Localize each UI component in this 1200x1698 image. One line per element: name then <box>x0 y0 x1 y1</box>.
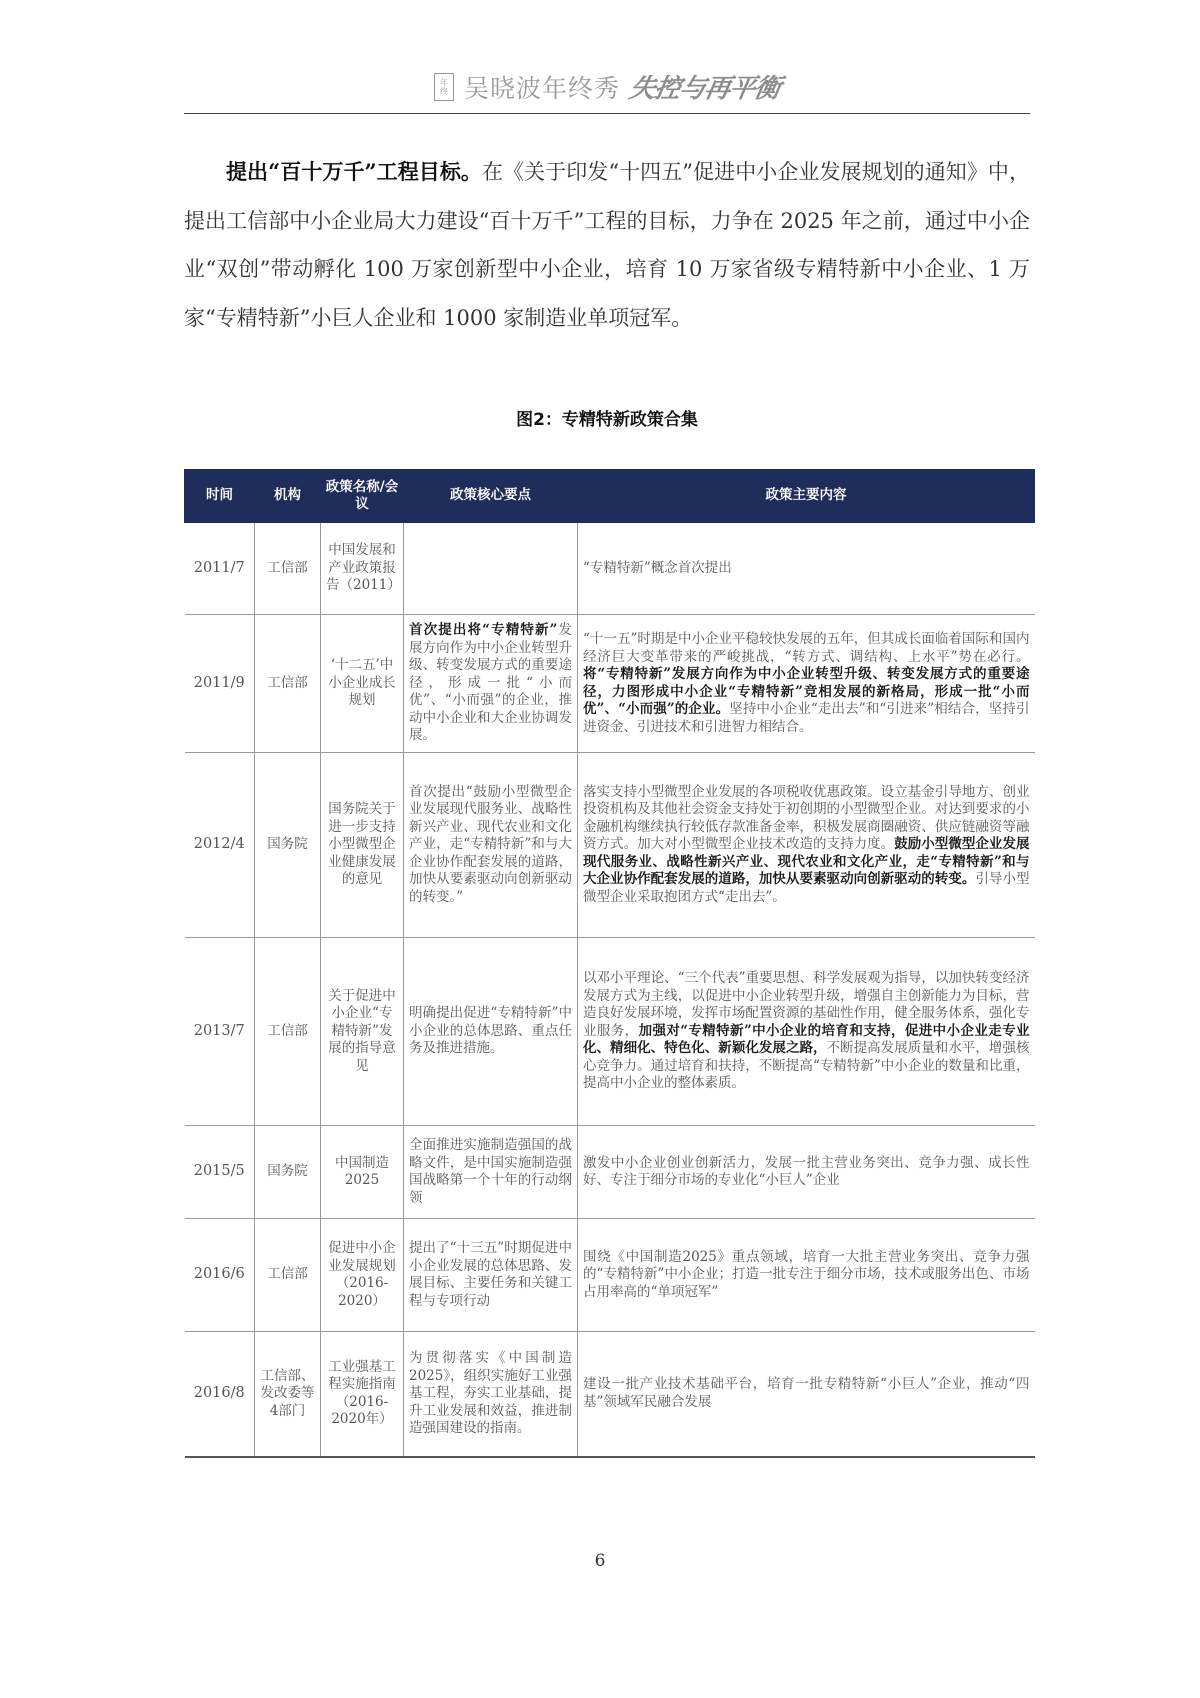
cell-main-content <box>578 938 1035 1126</box>
cell-policy-name <box>321 1219 404 1332</box>
time-text: 2013/7 <box>193 1022 245 1039</box>
cell-core-points <box>404 938 578 1126</box>
org-text: 国务院 <box>267 1163 308 1180</box>
time-text: 2011/7 <box>193 559 245 576</box>
table-row <box>185 938 1035 1126</box>
cell-time <box>185 523 255 615</box>
cell-main-content <box>578 615 1035 753</box>
main-text: 以邓小平理论、“三个代表”重要思想、科学发展观为指导，以加快转变经济发展方式为主线，以促进中小企业转型升级，增强自主创新能力为目标，营造良好发展环境，发挥市场配置资源的基础性作用，健全服务体系，强化专业服务， <box>583 970 1030 1039</box>
column-header-policy-name: 政策名称/会议 <box>321 470 404 523</box>
policy-table <box>184 469 1035 1458</box>
cell-org <box>255 523 321 615</box>
org-text: 工信部、发改委等4部门 <box>260 1367 315 1419</box>
core-text: 提出了“十三五”时期促进中小企业发展的总体思路、发展目标、主要任务和关键工程与专项行动 <box>409 1240 572 1309</box>
core-bold-text: 首次提出将“专精特新” <box>409 622 558 639</box>
main-post-text: 不断提高发展质量和水平，增强核心竞争力。通过培育和扶持，不断提高“专精特新”中小企业的数量和比重，提高中小企业的整体素质。 <box>583 1040 1030 1092</box>
policy-name-text: 工业强基工程实施指南（2016-2020年） <box>328 1358 396 1428</box>
cell-main-content <box>578 1219 1035 1332</box>
cell-org <box>255 615 321 753</box>
paragraph-text: 在《关于印发“十四五”促进中小企业发展规划的通知》中，提出工信部中小企业局大力建设“百十万千”工程的目标，力争在 2025 年之前，通过中小企业“双创”带动孵化 100 万家创新型中小企业，培育 10 万家省级专精特新中小企业、1 万家“专精特新”小巨人企业和 1000 家制造业单项冠军。 <box>184 160 1030 330</box>
core-text: 全面推进实施制造强国的战略文件，是中国实施制造强国战略第一个十年的行动纲领 <box>409 1137 572 1206</box>
main-text: “十一五”时期是中小企业平稳较快发展的五年，但其成长面临着国际和国内经济巨大变革带来的严峻挑战，“转方式、调结构、上水平”势在必行。 <box>583 631 1030 665</box>
cell-core-points <box>404 1332 578 1457</box>
cell-core-points <box>404 615 578 753</box>
cell-main-content <box>578 523 1035 615</box>
org-text: 工信部 <box>267 1022 308 1039</box>
logo-icon: 年 终 <box>434 73 454 101</box>
time-text: 2015/5 <box>193 1163 245 1180</box>
cell-policy-name <box>321 1126 404 1219</box>
main-post-text: 引导小型微型企业采取抱团方式“走出去”。 <box>583 871 1030 905</box>
cell-time <box>185 615 255 753</box>
cell-time <box>185 753 255 938</box>
main-text: 激发中小企业创业创新活力，发展一批主营业务突出、竞争力强、成长性好、专注于细分市场的专业化“小巨人”企业 <box>583 1154 1030 1188</box>
cell-policy-name <box>321 1332 404 1457</box>
org-text: 工信部 <box>267 674 308 691</box>
column-header-org: 机构 <box>255 470 321 523</box>
cell-core-points <box>404 523 578 615</box>
core-text: 发展方向作为中小企业转型升级、转变发展方式的重要途径，形成一批“小而优”、“小而强”的企业，推动中小企业和大企业协调发展。 <box>409 622 573 744</box>
cell-time <box>185 1332 255 1457</box>
cell-time <box>185 938 255 1126</box>
time-text: 2012/4 <box>193 836 245 853</box>
table-row <box>185 1219 1035 1332</box>
time-text: 2016/8 <box>193 1385 245 1401</box>
page-number: 6 <box>594 1551 606 1571</box>
figure-title: 图2：专精特新政策合集 <box>516 410 698 430</box>
policy-name-text: 关于促进中小企业“专精特新”发展的指导意见 <box>328 987 396 1074</box>
main-bold-text: 鼓励小型微型企业发展现代服务业、战略性新兴产业、现代农业和文化产业，走“专精特新”和与大企业协作配套发展的道路，加快从要素驱动向创新驱动的转变。 <box>583 836 1030 888</box>
cell-core-points <box>404 1126 578 1219</box>
cell-time <box>185 1219 255 1332</box>
core-text: 首次提出“鼓励小型微型企业发展现代服务业、战略性新兴产业、现代农业和文化产业，走“专精特新”和与大企业协作配套发展的道路，加快从要素驱动向创新驱动的转变。” <box>409 783 572 905</box>
cell-policy-name <box>321 938 404 1126</box>
org-text: 工信部 <box>267 559 308 576</box>
header-title: 吴晓波年终秀 <box>463 73 620 103</box>
cell-policy-name <box>321 615 404 753</box>
policy-name-text: 中国制造2025 <box>335 1154 389 1188</box>
org-text: 工信部 <box>267 1266 308 1283</box>
cell-policy-name <box>321 753 404 938</box>
table-row <box>185 523 1035 615</box>
cell-main-content <box>578 1332 1035 1457</box>
main-text: 落实支持小型微型企业发展的各项税收优惠政策。设立基金引导地方、创业投资机构及其他社会资金支持处于初创期的小型微型企业。对达到要求的小金融机构继续执行较低存款准备金率，积极发展商圈融资、供应链融资等融资方式。加大对小型微型企业技术改造的支持力度。 <box>583 783 1030 853</box>
time-text: 2016/6 <box>193 1266 245 1283</box>
table-row <box>185 615 1035 753</box>
core-text: 明确提出促进“专精特新”中小企业的总体思路、重点任务及推进措施。 <box>409 1005 572 1057</box>
policy-name-text: 促进中小企业发展规划（2016-2020） <box>328 1240 396 1309</box>
main-bold-text: 加强对“专精特新”中小企业的培育和支持，促进中小企业走专业化、精细化、特色化、新颖化发展之路， <box>583 1022 1030 1057</box>
cell-time <box>185 1126 255 1219</box>
table-body <box>185 523 1035 1457</box>
page-header <box>184 60 1030 114</box>
policy-name-text: 国务院关于进一步支持小型微型企业健康发展的意见 <box>328 801 396 888</box>
table-row <box>185 1126 1035 1219</box>
header-script-title: 失控与再平衡 <box>626 74 783 104</box>
table-row <box>185 1332 1035 1457</box>
table-row <box>185 753 1035 938</box>
cell-org <box>255 1126 321 1219</box>
cell-core-points <box>404 1219 578 1332</box>
cell-org <box>255 753 321 938</box>
cell-main-content <box>578 753 1035 938</box>
main-bold-text: 将“专精特新”发展方向作为中小企业转型升级、转变发展方式的重要途径，力图形成中小企业“专精特新”竞相发展的新格局，形成一批“小而优”、“小而强”的企业。 <box>583 666 1030 717</box>
policy-name-text: ‘十二五’中小企业成长规划 <box>328 657 396 709</box>
main-post-text: 坚持中小企业“走出去”和“引进来”相结合，坚持引进资金、引进技术和引进智力相结合。 <box>583 701 1030 735</box>
cell-policy-name <box>321 523 404 615</box>
cell-org <box>255 1332 321 1457</box>
cell-main-content <box>578 1126 1035 1219</box>
paragraph-lead: 提出“百十万千”工程目标。 <box>226 159 482 184</box>
main-text: “专精特新”概念首次提出 <box>583 559 732 576</box>
column-header-time: 时间 <box>185 470 255 523</box>
time-text: 2011/9 <box>193 674 245 691</box>
org-text: 国务院 <box>267 836 308 853</box>
core-text: 为贯彻落实《中国制造2025》，组织实施好工业强基工程，夯实工业基础，提升工业发展和效益，推进制造强国建设的指南。 <box>409 1350 572 1436</box>
policy-name-text: 中国发展和产业政策报告（2011） <box>326 542 401 594</box>
main-text: 建设一批产业技术基础平台，培育一批专精特新“小巨人”企业，推动“四基”领域军民融合发展 <box>583 1376 1030 1410</box>
column-header-main-content: 政策主要内容 <box>578 470 1035 523</box>
body-paragraph <box>184 148 1030 342</box>
cell-org <box>255 938 321 1126</box>
cell-org <box>255 1219 321 1332</box>
cell-core-points <box>404 753 578 938</box>
main-text: 围绕《中国制造2025》重点领域，培育一大批主营业务突出、竞争力强的“专精特新”中小企业；打造一批专注于细分市场，技术或服务出色、市场占用率高的“单项冠军” <box>583 1248 1030 1300</box>
table-header-row <box>185 470 1035 523</box>
column-header-core-points: 政策核心要点 <box>404 470 578 523</box>
